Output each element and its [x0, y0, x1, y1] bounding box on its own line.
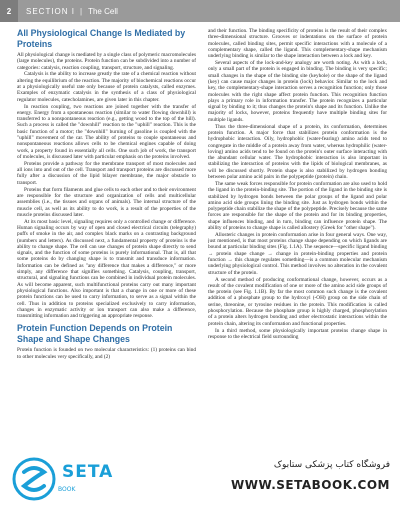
paragraph: Proteins provide a pathway for the membrane transport of most molecules and all ions into and out of the cell. Transport and transport proteins are discussed more fully after a discussion of the lipid bilayer membrane, the major obstacle to transport. — [17, 160, 196, 186]
section-heading-proteins: All Physiological Change Is Mediated by Proteins — [17, 28, 186, 49]
paragraph: Allosteric changes in protein conformation arise in four general ways. One way, just mentioned, is that most proteins change shape depending on which ligands are bound at particular binding sites (Fig. 1.1A). The sequence—specific ligand binding → protein shape change → change in protein-binding properties and protein function → this change regulates something—is a common molecular mechanism underlying physiological control. This method involves no alteration in the covalent structure of the protein. — [208, 231, 387, 276]
setabook-logo-icon — [10, 456, 62, 502]
paragraph: Several aspects of the lock-and-key analogy are worth noting. As with a lock, only a small part of the protein is engaged in binding. The binding is very specific; small changes in the shape of the binding site (keyhole) or the shape of the ligand (key) can cause major changes in protein (lock) behavior. Similar to the lock and key, the complementary-shape interaction serves a recognition function; only those molecules with the right shape affect protein function. This recognition function plays a primary role in information transfer. The protein recognizes a particular signal by binding to it; thus changes the protein's shape and its function. Unlike the majority of locks, however, proteins frequently have multiple binding sites for multiple ligands. — [208, 60, 387, 123]
shop-url-link[interactable]: WWW.SETABOOK.COM — [230, 478, 390, 492]
body-columns — [17, 28, 387, 443]
left-column — [17, 28, 196, 443]
paragraph: and their function. The binding specificity of proteins is the result of their complex three-dimensional structure. Grooves or indentations on the surface of protein molecules, called binding sites, permit specific interactions with a molecule of a complementary shape, called the ligand. This complementary-shape mechanism underlying binding is similar to the shape interaction between a lock and key. — [208, 28, 387, 60]
section-heading-protein-shape: Protein Function Depends on Protein Shape and Shape Changes — [17, 323, 173, 344]
section-label: SECTION I — [26, 6, 76, 16]
page-number: 2 — [0, 0, 18, 22]
paragraph: Proteins that form filaments and glue cells to each other and to their environment are responsible for the structure and organization of cells and multicellular assemblies (i.e., the tissues and organs of animals). The internal structure of the muscle cell, as well as its ability to do work, is a result of the properties of the muscle proteins discussed later. — [17, 186, 196, 218]
shop-name: فروشگاه کتاب پزشکی ستابوک — [273, 460, 390, 470]
paragraph: Catalysis is the ability to increase greatly the rate of a chemical reaction without altering the equilibrium of the reaction. The majority of biochemical reactions occur at a physiologically useful rate only because of protein catalysts, called enzymes. Examples of enzymatic catalysis in the synthesis of a class of physiological regulator molecules, catecholamines, are given later in this chapter. — [17, 71, 196, 103]
paragraph: At its most basic level, signaling requires only a controlled change or difference. Human signaling occurs by way of open and closed electrical circuits (telegraphy) puffs of smoke in the air, and complex black marks on a contrasting background (numbers and letters). As discussed next, a fundamental property of proteins is the ability to change shape. The cell can use changes of protein shape directly to send signals, and the function of some proteins is purely informational. That is, all that some proteins do by changing shape is to transmit and transduce information. Information can be defined as "any difference that makes a difference," or more simply, any difference that signifies something. Catalysis, coupling, transport, structural, and signaling functions can be combined in individual protein molecules. As will become apparent, such multifunctional proteins carry out many important physiological functions. Also important is that a change in one or more of these protein functions can be used to carry information, to serve as a signal within the cell. Thus in addition to proteins specialized exclusively to carry information, changes in enzymatic activity or ion transport can also make a difference, transmitting information and triggering an appropriate response. — [17, 218, 196, 320]
logo-text: SETA — [62, 462, 114, 482]
running-header — [18, 0, 400, 22]
chapter-label: The Cell — [88, 6, 118, 16]
paragraph: Protein function is founded on two molecular characteristics: (1) proteins can bind to other molecules very specifically, and (2) — [17, 347, 196, 360]
paragraph: The same weak forces responsible for protein conformation are also used to hold the ligand in the protein-binding site. The portion of the ligand in the binding site is stabilized by hydrogen bonds between the polar groups of the ligand and polar amino acid side groups lining the binding site. Just as hydrogen bonds within the polypeptide chain stabilize the shape of the polypeptide. Precisely because the same forces are responsible for the shape of the protein and for its binding properties, shape influences binding, and in turn, binding can influence protein shape. The ability of proteins to change shape is called allostery (Greek for "other shape"). — [208, 180, 387, 231]
paragraph: In reaction coupling, two reactions are joined together with the transfer of energy. Energy from a spontaneous reaction (similar to water flowing downhill) is transferred to a nonspontaneous reaction (e.g., getting wood to the top of the hill). Such a process is called the "downhill" reaction to the "uphill" reaction. This is the basic function of a motor; the "downhill" burning of gasoline is coupled with the "uphill" movement of the car. The ability of proteins to couple spontaneous and nonspontaneous reactions allows cells to be chemical engines capable of doing work, a property found in essentially all cells. One such job of work, the transport of molecules, is discussed later with particular emphasis on the proteins involved. — [17, 103, 196, 160]
page-header — [0, 0, 400, 22]
watermark-footer — [0, 448, 400, 512]
paragraph: All physiological change is mediated by a single class of polymeric macromolecules (large molecules), the proteins. Protein function can be subdivided into a number of categories: catalysis, reaction coupling, transport, structure, and signaling. — [17, 52, 196, 71]
paragraph: Thus the three-dimensional shape of a protein, its conformation, determines protein function. A major force that stabilizes protein conformation is the hydrophobic interaction. Oily, hydrophobic (water-fearing) amino acids tend to congregate in the middle of a protein away from water, whereas hydrophilic (water-loving) amino acids tend to be found on the protein's outer surface interacting with the abundant cellular water. The hydrophobic interaction is also important in stabilizing the interaction of proteins with the lipids of biological membranes, as will be discussed shortly. Protein shape is also stabilized by hydrogen bonding between polar amino acid pairs in the polypeptide (protein) chain. — [208, 123, 387, 181]
right-column — [208, 28, 387, 443]
header-separator: | — [80, 6, 84, 16]
logo-subtext: BOOK — [58, 486, 76, 493]
paragraph: A second method of producing conformational change, however, occurs as a result of the covalent modification of one or more of the amino acid side groups of the protein (see Fig. 1.1B). By far the most common such change is the covalent addition of a phosphate group to the hydroxyl (-OH) group on the side chain of serine, threonine, or tyrosine residues in the protein. This modification is called phosphorylation. Because the phosphate group is highly charged, phosphorylation of a protein alters hydrogen bonding and other electrostatic interactions within the protein chain, altering its conformation and functional properties. — [208, 276, 387, 327]
paragraph: In a third method, some physiologically important proteins change shape in response to the electrical field surrounding — [208, 327, 387, 340]
